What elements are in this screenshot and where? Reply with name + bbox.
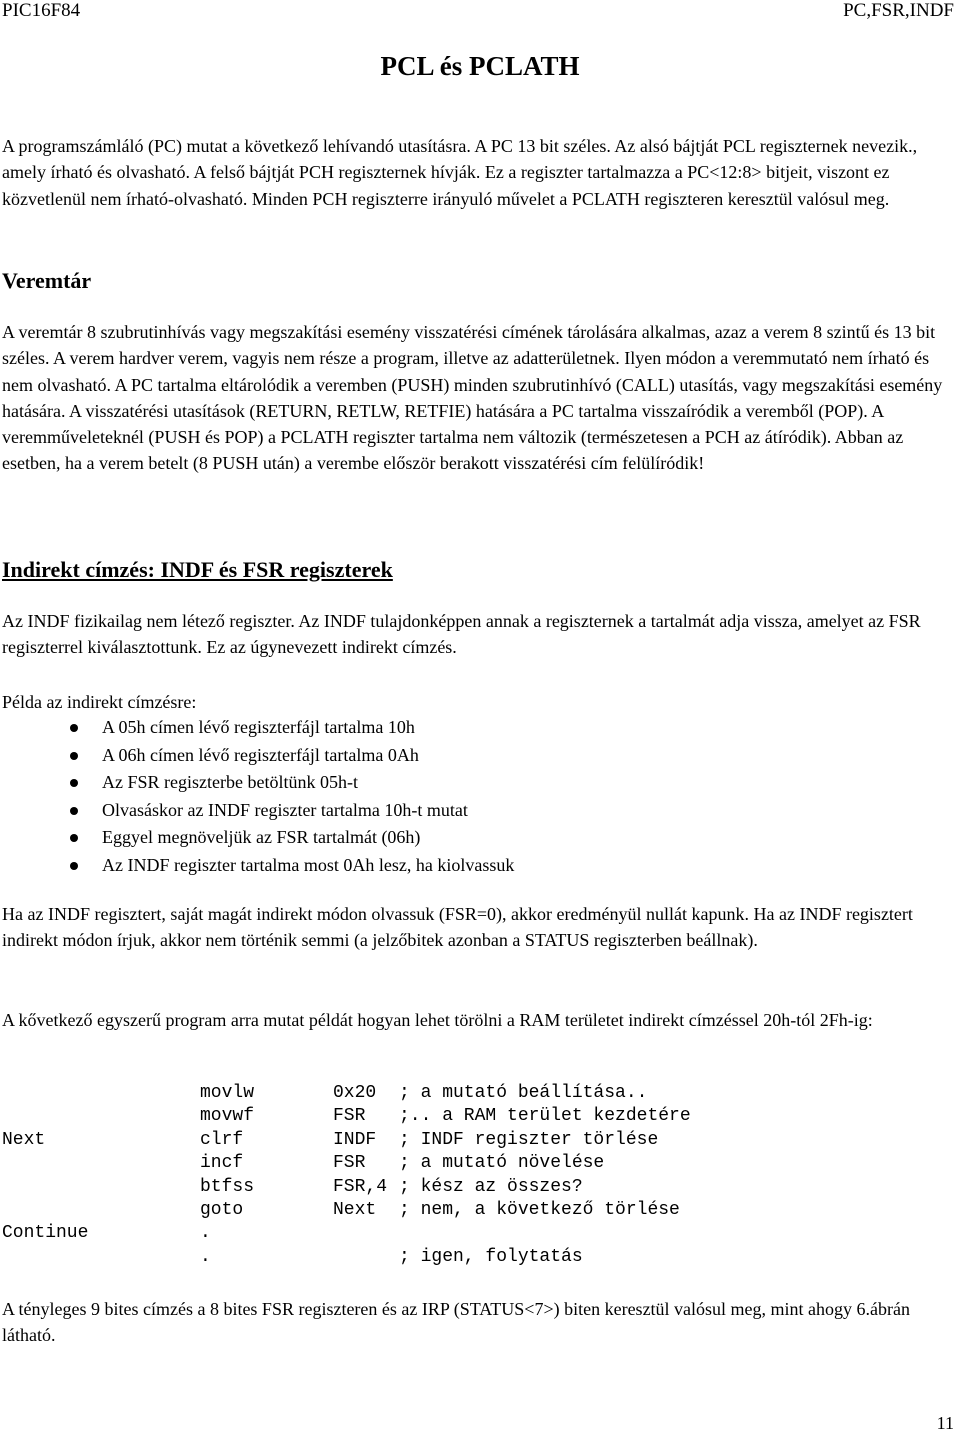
intro-paragraph: A programszámláló (PC) mutat a következő lehívandó utasításra. A PC 13 bit széles. Az alsó bájtját PCL regiszternek nevezik., amely írható és olvasható. A felső bájtját PCH regiszternek hívják. Ez a regiszter tartalmazza a PC<12:8> bitjeit, viszont ez közvetlenül nem írható-olvasható. Minden PCH regiszterre irányuló művelet a PCLATH regiszteren keresztül valósul meg.	[2, 136, 918, 209]
note-paragraph: Ha az INDF regisztert, saját magát indirekt módon olvassuk (FSR=0), akkor eredményül nullát kapunk. Ha az INDF regisztert indirekt módon írjuk, akkor nem történik semmi (a jelzőbitek azonban a STATUS regiszterben beállnak).	[2, 904, 913, 951]
list-item: Olvasáskor az INDF regiszter tartalma 10h-t mutat	[0, 797, 514, 825]
bullet-icon	[70, 862, 78, 870]
example-list	[0, 714, 514, 879]
list-item: Az FSR regiszterbe betöltünk 05h-t	[0, 769, 514, 797]
stack-heading: Veremtár	[2, 268, 92, 293]
list-item: A 06h címen lévő regiszterfájl tartalma 0Ah	[0, 742, 514, 770]
indirect-paragraph: Az INDF fizikailag nem létező regiszter. Az INDF tulajdonképpen annak a regiszternek a tartalmát adja vissza, amelyet az FSR regiszterrel kiválasztottunk. Ez az úgynevezett indirekt címzés.	[2, 611, 921, 658]
program-intro: A kővetkező egyszerű program arra mutat példát hogyan lehet törölni a RAM területet indirekt címzéssel 20h-tól 2Fh-ig:	[2, 1010, 873, 1030]
bullet-icon	[70, 807, 78, 815]
list-item: Az INDF regiszter tartalma most 0Ah lesz, ha kiolvassuk	[0, 852, 514, 880]
bullet-icon	[70, 779, 78, 787]
list-item: A 05h címen lévő regiszterfájl tartalma 10h	[0, 714, 514, 742]
bullet-icon	[70, 724, 78, 732]
bullet-icon	[70, 752, 78, 760]
page-number: 11	[936, 1413, 954, 1433]
page-title: PCL és PCLATH	[380, 51, 580, 81]
list-item: Eggyel megnöveljük az FSR tartalmát (06h)	[0, 824, 514, 852]
bullet-icon	[70, 834, 78, 842]
stack-paragraph: A veremtár 8 szubrutinhívás vagy megszakítási esemény visszatérési címének tárolására alkalmas, azaz a verem 8 szintű és 13 bit széles. A verem hardver verem, vagyis nem része a program, illetve az adatterületnek. Ilyen módon a veremmutató nem írható és nem olvasható. A PC tartalma eltárolódik a veremben (PUSH) minden szubrutinhívó (CALL) utasítás, vagy megszakítási esemény hatására. A visszatérési utasítások (RETURN, RETLW, RETFIE) hatására a PC tartalma visszaíródik a veremből (POP). A veremműveleteknél (PUSH és POP) a PCLATH regiszter tartalma nem változik (természetesen a PCH az átíródik). Abban az esetben, ha a verem betelt (8 PUSH után) a verembe először berakott visszatérési cím felülíródik!	[2, 322, 943, 474]
header-right: PC,FSR,INDF	[843, 0, 954, 21]
example-title: Példa az indirekt címzésre:	[2, 692, 197, 712]
final-paragraph: A tényleges 9 bites címzés a 8 bites FSR regiszteren és az IRP (STATUS<7>) biten keresztül valósul meg, mint ahogy 6.ábrán látható.	[2, 1299, 911, 1346]
indirect-heading: Indirekt címzés: INDF és FSR regiszterek	[2, 557, 393, 582]
header-left: PIC16F84	[2, 0, 81, 21]
